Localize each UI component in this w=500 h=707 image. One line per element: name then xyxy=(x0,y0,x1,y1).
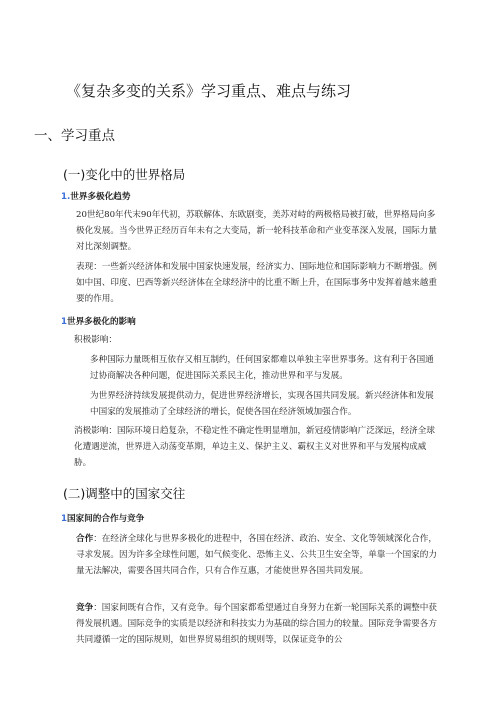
paragraph-negative-impact: 消极影响：国际环境日趋复杂，不稳定性不确定性明显增加，新冠疫情影响广泛深远，经济全球化遭遇逆流，世界进入动荡变革期，单边主义、保护主义、霸权主义对世界和平与发展构成威胁。 xyxy=(74,426,435,469)
paragraph-cooperation: 合作：在经济全球化与世界多极化的进程中，各国在经济、政治、安全、文化等领域深化合作，寻求发展。因为许多全球性问题，如气候变化、恐怖主义、公共卫生安全等，单靠一个国家的力量无法解决，需要各国共同合作，只有合作互惠，才能使世界各国共同发展。 xyxy=(76,534,437,577)
item-heading-multipolarity-trend xyxy=(61,190,130,202)
paragraph-multipolarity-manifestation: 表现：一些新兴经济体和发展中国家快速发展，经济实力、国际地位和国际影响力不断增强。例如中国、印度、巴西等新兴经济体在全球经济中的比重不断上升，在国际事务中发挥着越来越重要的作用。 xyxy=(76,262,437,305)
item-label: 世界多极化的影响 xyxy=(66,317,136,327)
item-heading-cooperation-competition xyxy=(61,512,144,524)
paragraph-competition: 竞争：国家间既有合作，又有竞争。每个国家都希望通过自身努力在新一轮国际关系的调整中获得发展机遇。国际竞争的实质是以经济和科技实力为基础的综合国力的较量。国际竞争需要各方共同遵循一定的国际规则，如世界贸易组织的规则等，以保证竞争的公 xyxy=(76,603,437,646)
document-title: 《复杂多变的关系》学习重点、难点与练习 xyxy=(66,82,352,100)
subheading-state-relations: (二)调整中的国家交往 xyxy=(63,486,186,501)
item-number: 1 xyxy=(61,317,67,327)
paragraph-multipolarity-background: 20世纪80年代末90年代初，苏联解体、东欧剧变，美苏对峙的两极格局被打破，世界格局向多极化发展。当今世界正经历百年未有之大变局，新一轮科技革命和产业变革深入发展，国际力量对比深刻调整。 xyxy=(76,210,437,253)
subheading-world-pattern: (一)变化中的世界格局 xyxy=(63,167,186,182)
paragraph-positive-impact-one: 多种国际力量既相互依存又相互制约，任何国家都难以单独主宰世界事务。这有利于各国通过协商解决各种问题，促进国际关系民主化，推动世界和平与发展。 xyxy=(90,355,434,382)
paragraph-positive-impact-two: 为世界经济持续发展提供动力，促进世界经济增长，实现各国共同发展。新兴经济体和发展中国家的发展推动了全球经济的增长，促使各国在经济领域加强合作。 xyxy=(90,391,434,418)
item-heading-multipolarity-impact xyxy=(61,315,136,327)
term-competition: 竞争 xyxy=(76,603,94,613)
item-number: 1. xyxy=(61,192,71,202)
paragraph-positive-impact-label: 积极影响： xyxy=(74,335,117,345)
item-label: 国家间的合作与竞争 xyxy=(66,514,145,524)
term-cooperation: 合作 xyxy=(76,534,94,544)
item-label: 世界多极化趋势 xyxy=(70,192,131,202)
item-number: 1 xyxy=(61,514,67,524)
section-heading-key-points: 一、学习重点 xyxy=(34,128,115,144)
